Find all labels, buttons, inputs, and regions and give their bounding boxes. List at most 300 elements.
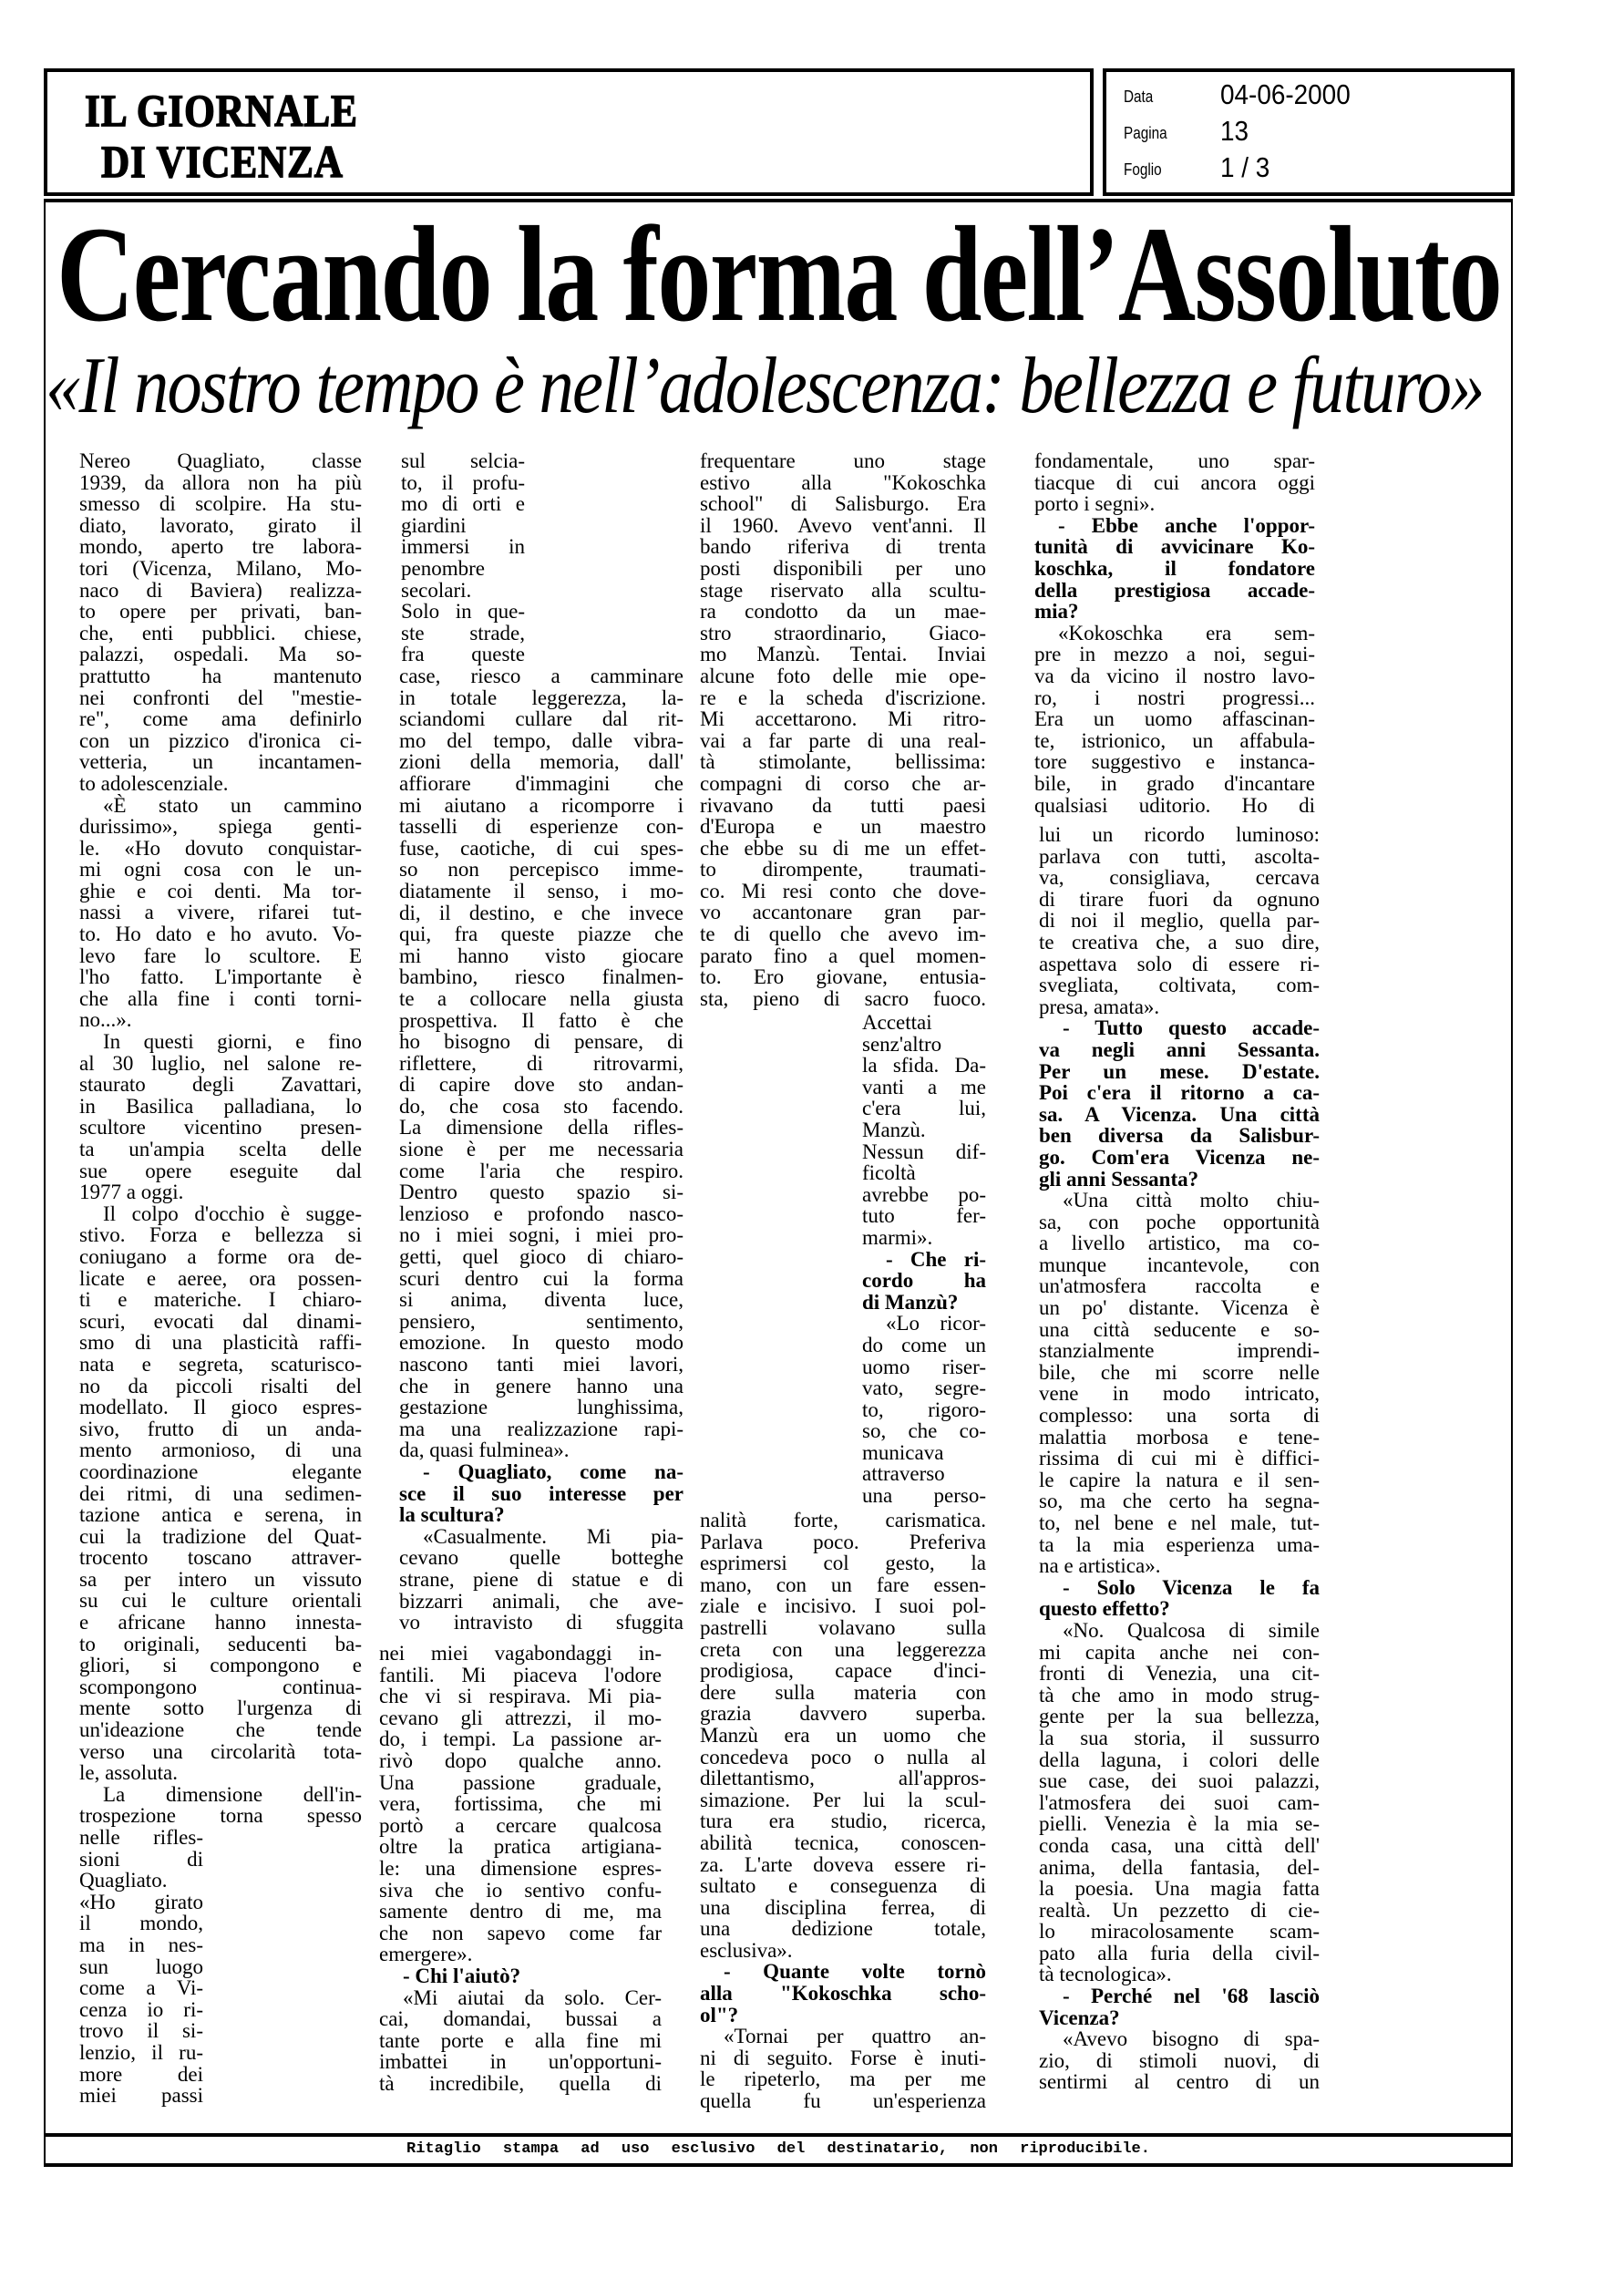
text-line: Per un mese. D'estate. — [1039, 1059, 1320, 1083]
text-line: tà incredibile, quella di — [379, 2071, 662, 2095]
text-line: ben diversa da Salisbur- — [1039, 1124, 1320, 1148]
text-line: «È stato un cammino — [103, 793, 362, 817]
paragraph — [700, 1510, 986, 1961]
text-line: stivo. Forza e bellezza si — [79, 1223, 362, 1247]
text-line: ficoltà — [862, 1161, 916, 1185]
text-line: smo di una plasticità raffi- — [79, 1331, 362, 1355]
text-line: munque incantevole, con — [1039, 1253, 1320, 1276]
text-line: vene in modo intricato, — [1039, 1382, 1320, 1406]
text-line: Dentro questo spazio si- — [399, 1181, 684, 1204]
text-line: compagni di corso che ar- — [700, 771, 986, 795]
text-line: cui la tradizione del Quat- — [79, 1524, 362, 1548]
paragraph — [79, 450, 362, 795]
text-line: che, enti pubblici. chiese, — [79, 621, 362, 645]
text-line: mento armonioso, di una — [79, 1439, 362, 1462]
text-line: te a collocare nella giusta — [399, 986, 684, 1010]
column-2-block — [399, 665, 684, 1634]
text-line: za. L'arte doveva essere ri- — [700, 1852, 986, 1876]
text-line: verso una circolarità tota- — [79, 1739, 362, 1763]
text-line: di noi il meglio, quella par- — [1039, 909, 1320, 933]
text-line: cenza io ri- — [79, 1997, 203, 2021]
text-line: sul selcia- — [401, 449, 525, 472]
text-line: svegliata, coltivata, com- — [1039, 974, 1320, 997]
text-line: stage riservato alla scultu- — [700, 578, 986, 602]
text-line: vetteria, un incantamen- — [79, 750, 362, 774]
text-line: estivo alla "Kokoschka — [700, 470, 986, 494]
text-line: vanti a me — [862, 1075, 986, 1098]
text-line: porto i segni». — [1034, 492, 1156, 516]
text-line: «No. Qualcosa di simile — [1063, 1618, 1320, 1642]
text-line: ste strade, — [401, 621, 525, 645]
text-line: che vi si respirava. Mi pia- — [379, 1685, 662, 1708]
text-line: di Manzù? — [862, 1290, 959, 1314]
text-line: tante porte e alla fine mi — [379, 2028, 662, 2052]
text-line: to. Ero giovane, entusia- — [700, 965, 986, 989]
text-line: vera, fortissima, che mi — [379, 1792, 662, 1816]
text-line: gente per la sua bellezza, — [1039, 1705, 1320, 1728]
text-line: fantili. Mi piaceva l'odore — [379, 1663, 662, 1686]
text-line: va, consigliava, cercava — [1039, 866, 1320, 890]
text-line: siva che io sentivo confu- — [379, 1878, 662, 1902]
text-line: to, rigoro- — [862, 1397, 986, 1421]
text-line: durissimo», spiega genti- — [79, 815, 362, 839]
text-line: anima, della fantasia, del- — [1039, 1855, 1320, 1879]
text-line: sa. A Vicenza. Una città — [1039, 1102, 1320, 1126]
paragraph — [379, 1987, 662, 2095]
text-line: miei passi — [79, 2084, 203, 2108]
text-line: - Perché nel '68 lasciò — [1063, 1985, 1320, 2008]
text-line: stro straordinario, Giaco- — [700, 621, 986, 645]
text-line: - Solo Vicenza le fa — [1063, 1575, 1320, 1599]
text-line: municava — [862, 1440, 944, 1464]
column-3-lower-block — [700, 1510, 986, 2112]
paragraph — [79, 1784, 362, 1827]
text-line: Manzù era un uomo che — [700, 1723, 986, 1747]
text-line: to adolescenziale. — [79, 771, 229, 795]
text-line: - Quante volte tornò — [724, 1960, 986, 1984]
text-line: concedeva poco o nulla al — [700, 1745, 986, 1769]
text-line: mia? — [1034, 600, 1079, 624]
text-line: co. Mi resi conto che dove- — [700, 879, 986, 902]
text-line: pato alla furia della civil- — [1039, 1941, 1320, 1964]
text-line: sciandomi cullare dal rit- — [399, 707, 684, 731]
text-line: vo intravisto di sfuggita — [399, 1611, 684, 1634]
sheet-label: Foglio — [1124, 160, 1162, 179]
text-line: emozione. In questo modo — [399, 1331, 684, 1355]
paragraph — [1039, 1190, 1320, 1577]
text-line: frequentare uno stage — [700, 449, 986, 472]
text-line: qui, fra queste piazze che — [399, 923, 684, 946]
text-line: «Avevo bisogno di spa- — [1063, 2027, 1320, 2051]
text-line: l'ho fatto. L'importante è — [79, 965, 362, 989]
text-line: case, riesco a camminare — [399, 665, 684, 687]
text-line: scompongono continua- — [79, 1675, 362, 1698]
text-line: dere sulla materia con — [700, 1680, 986, 1704]
clipping-meta-box — [1103, 68, 1515, 196]
text-line: sultato e conseguenza di — [700, 1874, 986, 1898]
text-line: palazzi, ospedali. Ma so- — [79, 643, 362, 666]
text-line: trospezione torna spesso — [79, 1804, 362, 1828]
date-label: Data — [1124, 88, 1154, 106]
text-line: lenzioso e profondo nasco- — [399, 1201, 684, 1225]
text-line: alcune foto delle mie ope- — [700, 664, 986, 687]
text-line: da, quasi fulminea». — [399, 1439, 570, 1462]
text-line: bile, che mi scorre nelle — [1039, 1360, 1320, 1384]
text-line: bile, in grado d'incantare — [1034, 771, 1315, 795]
text-line: Accettai — [862, 1011, 932, 1034]
column-2-narrow-block — [401, 450, 525, 665]
text-line: della laguna, i colori delle — [1039, 1748, 1320, 1771]
text-line: lui un ricordo luminoso: — [1039, 823, 1320, 846]
text-line: di, il destino, e che invece — [399, 901, 684, 924]
text-line: Quagliato. — [79, 1869, 168, 1892]
text-line: La dimensione della rifles- — [399, 1116, 684, 1140]
text-line: realtà. Un pezzetto di cie- — [1039, 1898, 1320, 1922]
text-line: licate e aeree, ora possen- — [79, 1266, 362, 1290]
text-line: la sfida. Da- — [862, 1054, 986, 1078]
text-line: tà che amo in modo strug- — [1039, 1683, 1320, 1707]
text-line: tore suggestivo e instanca- — [1034, 750, 1315, 774]
text-line: - Ebbe anche l'oppor- — [1058, 513, 1315, 537]
column-3-narrow-block — [862, 1012, 986, 1507]
text-line: marmi». — [862, 1225, 933, 1249]
text-line: so non percepisco imme- — [399, 858, 684, 882]
paragraph — [79, 1203, 362, 1784]
text-line: mondo, aperto tre labora- — [79, 535, 362, 559]
text-line: to dirompente, traumati- — [700, 858, 986, 882]
text-line: «Tornai per quattro an- — [724, 2025, 986, 2048]
paragraph — [79, 1031, 362, 1203]
text-line: pensiero, sentimento, — [399, 1309, 684, 1333]
interview-question — [1034, 515, 1315, 623]
text-line: mi aiutano a ricomporre i — [399, 793, 684, 817]
text-line: la sua storia, il sussurro — [1039, 1726, 1320, 1749]
text-line: Nereo Quagliato, classe — [79, 449, 362, 472]
interview-question — [1039, 1017, 1320, 1190]
interview-question — [1039, 1985, 1320, 2028]
paragraph — [862, 1012, 986, 1249]
text-line: vai a far parte di una real- — [700, 728, 986, 752]
text-line: tura era studio, ricerca, — [700, 1810, 986, 1833]
text-line: ol"? — [700, 2003, 739, 2026]
date-value: 04-06-2000 — [1220, 78, 1351, 110]
text-line: so, ma che certo ha segna- — [1039, 1490, 1320, 1513]
text-line: aspettava solo di essere ri- — [1039, 952, 1320, 975]
text-line: ziale e incisivo. I suoi pol- — [700, 1594, 986, 1618]
text-line: simazione. Per lui la scul- — [700, 1788, 986, 1811]
text-line: che alla fine i conti torni- — [79, 986, 362, 1010]
text-line: to. Ho dato e ho avuto. Vo- — [79, 923, 362, 946]
text-line: cevano quelle botteghe — [399, 1546, 684, 1570]
text-line: ma una realizzazione rapi- — [399, 1417, 684, 1440]
text-line: alla "Kokoschka scho- — [700, 1982, 986, 2006]
paragraph — [1034, 450, 1315, 515]
text-line: zio, di stimoli nuovi, di — [1039, 2048, 1320, 2072]
text-line: parlava con tutti, ascolta- — [1039, 844, 1320, 868]
interview-question — [1039, 1577, 1320, 1620]
text-line: lo miracolosamente scam- — [1039, 1920, 1320, 1944]
text-line: Nessun dif- — [862, 1140, 986, 1163]
text-line: sione è per me necessaria — [399, 1138, 684, 1161]
text-line: senz'altro — [862, 1032, 942, 1056]
text-line: le, assoluta. — [79, 1761, 178, 1785]
text-line: una disciplina ferrea, di — [700, 1895, 986, 1919]
text-line: cordo ha — [862, 1269, 986, 1293]
text-line: koschka, il fondatore — [1034, 556, 1315, 580]
text-line: gliori, si compongono e — [79, 1654, 362, 1677]
text-line: Solo in que- — [401, 600, 525, 624]
text-line: to, il profu- — [401, 470, 525, 494]
reproduction-notice-text: Ritaglio stampa ad uso esclusivo del destinatario, non riproducibile. — [406, 2140, 1150, 2158]
text-line: dei ritmi, di una sedimen- — [79, 1481, 362, 1505]
text-line: to opere per privati, ban- — [79, 600, 362, 624]
text-line: emergere». — [379, 1943, 473, 1966]
text-line: oltre la pratica artigiana- — [379, 1835, 662, 1859]
text-line: parato fino a quel momen- — [700, 944, 986, 967]
text-line: il mondo, — [79, 1912, 203, 1935]
text-line: «Mi aiutai da solo. Cer- — [403, 1985, 662, 2009]
text-line: ni di seguito. Forse è inuti- — [700, 2046, 986, 2069]
paragraph — [1039, 824, 1320, 1017]
text-line: una dedizione totale, — [700, 1917, 986, 1941]
text-line: giardini — [401, 513, 467, 537]
text-line: esprimersi col gesto, la — [700, 1552, 986, 1575]
text-line: school" di Salisburgo. Era — [700, 492, 986, 516]
text-line: sioni di — [79, 1847, 203, 1871]
text-line: sta, pieno di sacro fuoco. — [700, 986, 986, 1010]
column-4-block — [1034, 450, 1315, 816]
text-line: nassi a vivere, rifarei tut- — [79, 901, 362, 924]
subheadline: «Il nostro tempo è nell’adolescenza: bellezza e futuro» — [46, 342, 1484, 430]
text-line: e africane hanno innesta- — [79, 1611, 362, 1634]
interview-question — [862, 1249, 986, 1314]
text-line: naco di Baviera) realizza- — [79, 578, 362, 602]
text-line: vato, segre- — [862, 1377, 986, 1400]
text-line: ta un'ampia scelta delle — [79, 1138, 362, 1160]
column-4-lower-block — [1039, 824, 1320, 2093]
paragraph — [1039, 1620, 1320, 1985]
masthead-box — [44, 68, 1094, 196]
text-line: mi ogni cosa con le un- — [79, 858, 362, 882]
text-line: stanzialmente imprendi- — [1039, 1339, 1320, 1363]
text-line: nascono tanti miei lavori, — [399, 1353, 684, 1376]
text-line: portò a cercare qualcosa — [379, 1813, 662, 1837]
text-line: bizzarri animali, che ave- — [399, 1589, 684, 1613]
page-value: 13 — [1220, 115, 1249, 147]
text-line: tazione antica e serena, in — [79, 1503, 362, 1527]
text-line: penombre — [401, 556, 485, 580]
masthead-logo-line1: IL GIORNALE — [85, 85, 358, 136]
text-line: posti disponibili per uno — [700, 556, 986, 580]
text-line: - Quagliato, come na- — [423, 1459, 684, 1483]
text-line: ta la mia esperienza uma- — [1039, 1532, 1320, 1556]
text-line: fra queste — [401, 643, 525, 666]
text-line: di capire dove sto andan- — [399, 1073, 684, 1097]
text-line: su cui le culture orientali — [79, 1589, 362, 1613]
column-2-lower-block — [379, 1643, 662, 2094]
text-line: tà stimolante, bellissima: — [700, 750, 986, 774]
paragraph — [1039, 2028, 1320, 2093]
column-1-block — [79, 450, 362, 1827]
text-line: «Lo ricor- — [886, 1312, 986, 1335]
text-line: sivo, frutto di un anda- — [79, 1417, 362, 1440]
text-line: 1939, da allora non ha più — [79, 470, 362, 494]
text-line: va negli anni Sessanta. — [1039, 1037, 1320, 1061]
text-line: sentirmi al centro di un — [1039, 2070, 1320, 2094]
text-line: «Kokoschka era sem- — [1058, 621, 1315, 645]
text-line: rivavano da tutti paesi — [700, 793, 986, 817]
text-line: trocento toscano attraver- — [79, 1546, 362, 1570]
paragraph — [399, 665, 684, 1461]
text-line: nata e segreta, scaturisco- — [79, 1352, 362, 1376]
text-line: nalità forte, carismatica. — [700, 1509, 986, 1531]
text-line: un'atmosfera raccolta e — [1039, 1274, 1320, 1298]
text-line: modellato. Il gioco espres- — [79, 1396, 362, 1419]
text-line: te, istrionico, un affabula- — [1034, 728, 1315, 752]
text-line: trovo il si- — [79, 2019, 203, 2043]
text-line: Era un uomo affascinan- — [1034, 707, 1315, 731]
text-line: un'ideazione che tende — [79, 1718, 362, 1742]
text-line: In questi giorni, e fino — [103, 1030, 362, 1054]
text-line: sce il suo interesse per — [399, 1481, 684, 1505]
text-line: nei confronti del "mestie- — [79, 686, 362, 709]
paragraph — [399, 1526, 684, 1634]
text-line: pre in mezzo a noi, segui- — [1034, 643, 1315, 666]
text-line: getti, quel gioco di chiaro- — [399, 1245, 684, 1269]
text-line: cevano gli attrezzi, il mo- — [379, 1706, 662, 1729]
text-line: esclusiva». — [700, 1938, 793, 1962]
text-line: la poesia. Una magia fatta — [1039, 1877, 1320, 1901]
text-line: cai, domandai, bussai a — [379, 2007, 662, 2031]
text-line: lenzio, il ru- — [79, 2040, 203, 2064]
text-line: che ebbe su di me un effet- — [700, 836, 986, 860]
text-line: uomo riser- — [862, 1355, 986, 1378]
text-line: Poi c'era il ritorno a ca- — [1039, 1081, 1320, 1105]
text-line: more dei — [79, 2062, 203, 2086]
text-line: prattutto ha mantenuto — [79, 664, 362, 687]
text-line: qualsiasi uditorio. Ho di — [1034, 793, 1315, 817]
text-line: creta con una leggerezza — [700, 1637, 986, 1661]
headline: Cercando la forma dell’Assoluto — [57, 199, 1502, 350]
text-line: fronti di Venezia, una cit- — [1039, 1662, 1320, 1686]
text-line: d'Europa e un maestro — [700, 815, 986, 839]
paragraph — [700, 2026, 986, 2111]
text-line: presa, amata». — [1039, 995, 1160, 1018]
text-line: levo fare lo scultore. E — [79, 944, 362, 967]
text-line: Parlava poco. Preferiva — [700, 1530, 986, 1553]
text-line: tuto fer- — [862, 1204, 986, 1228]
text-line: Manzù. — [862, 1118, 926, 1141]
text-line: sue case, dei suoi palazzi, — [1039, 1769, 1320, 1793]
text-line: do, che cosa sto facendo. — [399, 1094, 684, 1118]
text-line: ti e materiche. I chiaro- — [79, 1288, 362, 1312]
paragraph — [862, 1313, 986, 1506]
text-line: sun luogo — [79, 1954, 203, 1978]
column-3-block — [700, 450, 986, 1009]
text-line: «Una città molto chiu- — [1063, 1189, 1320, 1212]
text-line: gestazione lunghissima, — [399, 1396, 684, 1419]
text-line: «Ho girato — [79, 1890, 203, 1913]
text-line: sa per intero un vissuto — [79, 1567, 362, 1591]
text-line: rivò dopo qualche anno. — [379, 1748, 662, 1772]
text-line: tiacque di cui ancora oggi — [1034, 470, 1315, 494]
text-line: mo del tempo, dalle vibra- — [399, 728, 684, 752]
text-line: avrebbe po- — [862, 1182, 986, 1206]
text-line: staurato degli Zavattari, — [79, 1073, 362, 1097]
text-line: grazia davvero superba. — [700, 1702, 986, 1726]
paragraph — [79, 795, 362, 1032]
masthead-logo-line2: DI VICENZA — [101, 136, 344, 187]
text-line: le capire la natura e il sen- — [1039, 1468, 1320, 1491]
text-line: Mi accettarono. Mi ritro- — [700, 707, 986, 731]
paragraph — [401, 450, 525, 665]
text-line: si anima, diventa luce, — [399, 1288, 684, 1312]
text-line: imbattei in un'opportuni- — [379, 2050, 662, 2074]
text-line: il 1960. Avevo vent'anni. Il — [700, 513, 986, 537]
text-line: mo Manzù. Tentai. Inviai — [700, 643, 986, 666]
text-line: scultore vicentino presen- — [79, 1116, 362, 1140]
text-line: immersi in — [401, 535, 525, 559]
text-line: coordinazione elegante — [79, 1459, 362, 1483]
text-line: vo accantonare gran par- — [700, 901, 986, 924]
text-line: mano, con un fare essen- — [700, 1573, 986, 1596]
text-line: «Casualmente. Mi pia- — [423, 1524, 684, 1548]
interview-question — [399, 1461, 684, 1526]
text-line: to, nel bene e nel male, tut- — [1039, 1511, 1320, 1534]
text-line: ghie e coi denti. Ma tor- — [79, 879, 362, 902]
text-line: le: una dimensione espres- — [379, 1856, 662, 1880]
text-line: do, i tempi. La passione ar- — [379, 1727, 662, 1751]
text-line: coniugano a forme ora de- — [79, 1244, 362, 1268]
text-line: - Chi l'aiutò? — [403, 1964, 521, 1987]
text-line: ho bisogno di pensare, di — [399, 1030, 684, 1054]
text-line: re e la scheda d'iscrizione. — [700, 686, 986, 709]
text-line: nelle rifles- — [79, 1826, 203, 1849]
text-line: pastrelli volavano sulla — [700, 1615, 986, 1639]
text-line: go. Com'era Vicenza ne- — [1039, 1145, 1320, 1169]
text-line: nei miei vagabondaggi in- — [379, 1642, 662, 1665]
text-line: Vicenza? — [1039, 2006, 1120, 2029]
text-line: al 30 luglio, nel salone re- — [79, 1051, 362, 1075]
text-line: quella fu un'esperienza — [700, 2089, 986, 2113]
text-line: zioni della memoria, dall' — [399, 750, 684, 774]
text-line: come a Vi- — [79, 1976, 203, 2000]
text-line: diatamente il senso, i mo- — [399, 879, 684, 902]
text-line: - Tutto questo accade- — [1063, 1016, 1320, 1040]
text-line: sue opere eseguite dal — [79, 1159, 362, 1182]
text-line: scuri dentro cui la forma — [399, 1266, 684, 1290]
text-line: re", come ama definirlo — [79, 707, 362, 731]
text-line: - Che ri- — [886, 1247, 986, 1271]
text-line: che in genere hanno una — [399, 1374, 684, 1397]
text-line: scuri, evocati dal dinami- — [79, 1309, 362, 1333]
text-line: una città seducente e so- — [1039, 1317, 1320, 1341]
page-label: Pagina — [1124, 124, 1167, 142]
text-line: a livello artistico, ma co- — [1039, 1232, 1320, 1255]
text-line: tasselli di esperienze con- — [399, 815, 684, 839]
text-line: abilità tecnica, conoscen- — [700, 1830, 986, 1854]
text-line: tori (Vicenza, Milano, Mo- — [79, 556, 362, 580]
text-line: sa, con poche opportunità — [1039, 1210, 1320, 1233]
paragraph — [700, 450, 986, 1009]
text-line: dilettantismo, all'appros- — [700, 1767, 986, 1790]
text-line: l'atmosfera dei suoi cam- — [1039, 1790, 1320, 1814]
text-line: che non sapevo come far — [379, 1921, 662, 1944]
text-line: fondamentale, uno spar- — [1034, 449, 1315, 472]
text-line: no...». — [79, 1008, 132, 1032]
text-line: Il colpo d'occhio è sugge- — [103, 1201, 362, 1225]
text-line: una perso- — [862, 1484, 986, 1508]
